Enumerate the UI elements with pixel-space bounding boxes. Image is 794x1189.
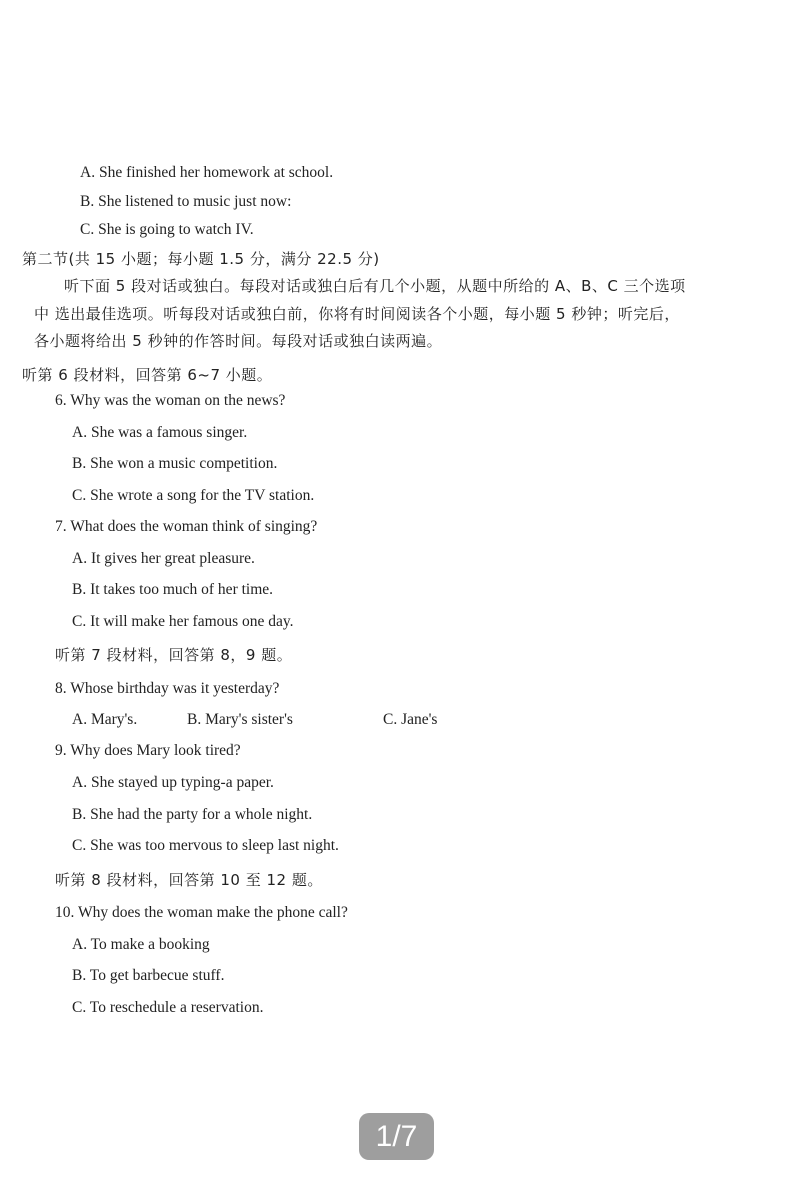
- question-9-option-a: A. She stayed up typing-a paper.: [72, 774, 274, 791]
- material-7-heading: 听第 7 段材料，回答第 8，9 题。: [55, 646, 293, 664]
- section-title: 第二节(共 15 小题；每小题 1.5 分，满分 22.5 分): [22, 250, 380, 268]
- section-instructions-line-3: 各小题将给出 5 秒钟的作答时间。每段对话或独白读两遍。: [34, 332, 443, 350]
- page-indicator[interactable]: 1/7: [359, 1113, 434, 1160]
- section-instructions-line-2: 中 选出最佳选项。听每段对话或独白前，你将有时间阅读各个小题，每小题 5 秒钟；听完后，: [34, 305, 680, 323]
- question-7-option-c: C. It will make her famous one day.: [72, 613, 294, 630]
- question-8-option-b: B. Mary's sister's: [187, 711, 293, 728]
- question-9-stem: 9. Why does Mary look tired?: [55, 742, 241, 759]
- section-instructions-line-1: 听下面 5 段对话或独白。每段对话或独白后有几个小题，从题中所给的 A、B、C 三个选项: [64, 277, 686, 295]
- question-10-stem: 10. Why does the woman make the phone call?: [55, 904, 348, 921]
- prev-question-option-a: A. She finished her homework at school.: [80, 164, 334, 181]
- question-7-option-b: B. It takes too much of her time.: [72, 581, 274, 598]
- question-8-stem: 8. Whose birthday was it yesterday?: [55, 680, 280, 697]
- material-6-heading: 听第 6 段材料，回答第 6~7 小题。: [22, 366, 273, 384]
- question-6-option-a: A. She was a famous singer.: [72, 424, 248, 441]
- question-6-option-b: B. She won a music competition.: [72, 455, 278, 472]
- question-9-option-b: B. She had the party for a whole night.: [72, 806, 313, 823]
- question-7-stem: 7. What does the woman think of singing?: [55, 518, 318, 535]
- material-8-heading: 听第 8 段材料，回答第 10 至 12 题。: [55, 871, 323, 889]
- prev-question-option-b: B. She listened to music just now:: [80, 193, 292, 210]
- question-8-option-c: C. Jane's: [383, 711, 438, 728]
- question-10-option-a: A. To make a booking: [72, 936, 210, 953]
- question-10-option-b: B. To get barbecue stuff.: [72, 967, 225, 984]
- question-8-option-a: A. Mary's.: [72, 711, 138, 728]
- question-6-stem: 6. Why was the woman on the news?: [55, 392, 286, 409]
- question-10-option-c: C. To reschedule a reservation.: [72, 999, 264, 1016]
- question-6-option-c: C. She wrote a song for the TV station.: [72, 487, 315, 504]
- question-7-option-a: A. It gives her great pleasure.: [72, 550, 255, 567]
- question-9-option-c: C. She was too mervous to sleep last night.: [72, 837, 339, 854]
- prev-question-option-c: C. She is going to watch IV.: [80, 221, 254, 238]
